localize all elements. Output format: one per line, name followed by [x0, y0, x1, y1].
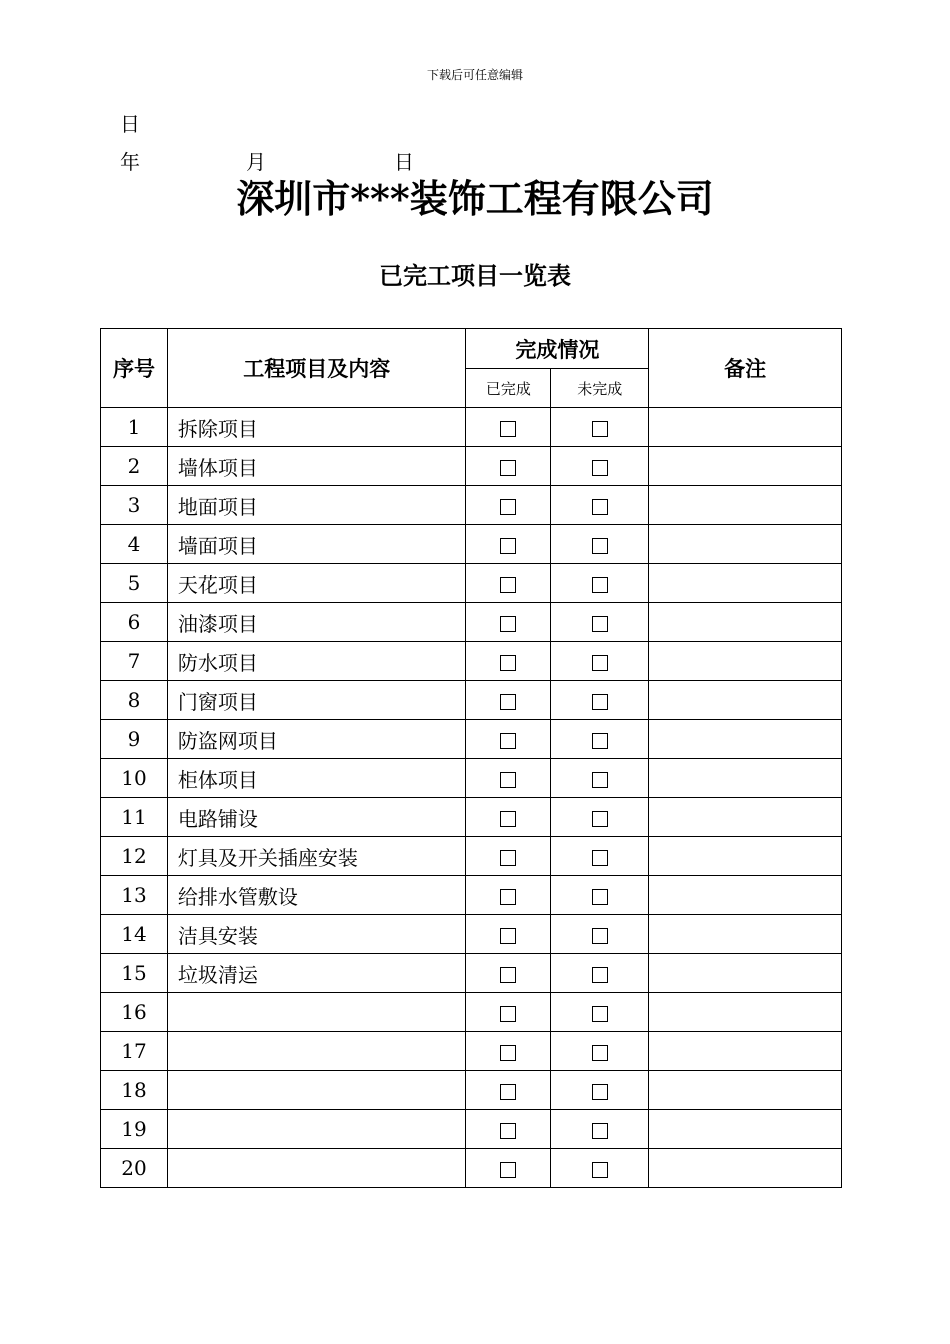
done-cell — [466, 681, 551, 720]
done-checkbox-icon[interactable] — [500, 694, 516, 710]
done-cell — [466, 876, 551, 915]
row-number: 6 — [101, 603, 168, 642]
row-remarks — [649, 408, 842, 447]
table-row — [101, 915, 842, 954]
not-done-cell — [551, 642, 649, 681]
not-done-checkbox-icon[interactable] — [592, 811, 608, 827]
not-done-checkbox-icon[interactable] — [592, 1084, 608, 1100]
row-number: 12 — [101, 837, 168, 876]
row-remarks — [649, 837, 842, 876]
row-remarks — [649, 1032, 842, 1071]
not-done-checkbox-icon[interactable] — [592, 499, 608, 515]
header-done: 已完成 — [466, 369, 551, 408]
completed-projects-table — [100, 328, 842, 1188]
done-checkbox-icon[interactable] — [500, 1045, 516, 1061]
done-checkbox-icon[interactable] — [500, 928, 516, 944]
header-not-done: 未完成 — [551, 369, 649, 408]
not-done-cell — [551, 408, 649, 447]
not-done-cell — [551, 1149, 649, 1188]
not-done-cell — [551, 759, 649, 798]
done-checkbox-icon[interactable] — [500, 811, 516, 827]
row-number: 1 — [101, 408, 168, 447]
done-cell — [466, 525, 551, 564]
row-project-name — [167, 993, 466, 1032]
not-done-checkbox-icon[interactable] — [592, 1006, 608, 1022]
table-row — [101, 1032, 842, 1071]
done-checkbox-icon[interactable] — [500, 1162, 516, 1178]
done-checkbox-icon[interactable] — [500, 655, 516, 671]
header-index: 序号 — [101, 329, 168, 408]
row-remarks — [649, 1110, 842, 1149]
table-row — [101, 642, 842, 681]
date-day: 日 — [394, 150, 414, 174]
header-note: 下载后可任意编辑 — [426, 68, 523, 82]
done-cell — [466, 993, 551, 1032]
table-row — [101, 603, 842, 642]
table-title: 已完工项目一览表 — [379, 261, 571, 290]
not-done-checkbox-icon[interactable] — [592, 1162, 608, 1178]
not-done-cell — [551, 1071, 649, 1110]
row-project-name: 油漆项目 — [167, 603, 466, 642]
not-done-cell — [551, 993, 649, 1032]
row-project-name: 给排水管敷设 — [167, 876, 466, 915]
done-cell — [466, 1032, 551, 1071]
row-project-name: 墙面项目 — [167, 525, 466, 564]
row-remarks — [649, 1149, 842, 1188]
row-project-name: 拆除项目 — [167, 408, 466, 447]
row-project-name — [167, 1149, 466, 1188]
row-project-name — [167, 1071, 466, 1110]
row-number: 9 — [101, 720, 168, 759]
row-remarks — [649, 603, 842, 642]
row-project-name: 洁具安装 — [167, 915, 466, 954]
done-checkbox-icon[interactable] — [500, 616, 516, 632]
not-done-cell — [551, 954, 649, 993]
table-row — [101, 720, 842, 759]
done-checkbox-icon[interactable] — [500, 421, 516, 437]
date-day-top: 日 — [120, 112, 140, 136]
row-remarks — [649, 798, 842, 837]
not-done-cell — [551, 798, 649, 837]
not-done-cell — [551, 1032, 649, 1071]
done-cell — [466, 1149, 551, 1188]
done-checkbox-icon[interactable] — [500, 1084, 516, 1100]
row-remarks — [649, 720, 842, 759]
not-done-cell — [551, 525, 649, 564]
done-cell — [466, 486, 551, 525]
row-number: 15 — [101, 954, 168, 993]
done-cell — [466, 603, 551, 642]
row-remarks — [649, 681, 842, 720]
not-done-checkbox-icon[interactable] — [592, 1045, 608, 1061]
not-done-checkbox-icon[interactable] — [592, 772, 608, 788]
row-project-name — [167, 1032, 466, 1071]
row-project-name: 墙体项目 — [167, 447, 466, 486]
row-project-name: 地面项目 — [167, 486, 466, 525]
row-project-name: 防水项目 — [167, 642, 466, 681]
not-done-cell — [551, 915, 649, 954]
done-checkbox-icon[interactable] — [500, 460, 516, 476]
row-number: 8 — [101, 681, 168, 720]
table-row — [101, 447, 842, 486]
row-project-name: 柜体项目 — [167, 759, 466, 798]
row-remarks — [649, 1071, 842, 1110]
row-number: 18 — [101, 1071, 168, 1110]
done-checkbox-icon[interactable] — [500, 1006, 516, 1022]
row-project-name: 天花项目 — [167, 564, 466, 603]
row-remarks — [649, 915, 842, 954]
row-number: 13 — [101, 876, 168, 915]
done-checkbox-icon[interactable] — [500, 772, 516, 788]
done-checkbox-icon[interactable] — [500, 967, 516, 983]
not-done-checkbox-icon[interactable] — [592, 655, 608, 671]
date-month: 月 — [246, 150, 266, 174]
header-content: 工程项目及内容 — [167, 329, 466, 408]
done-cell — [466, 447, 551, 486]
not-done-checkbox-icon[interactable] — [592, 616, 608, 632]
done-checkbox-icon[interactable] — [500, 538, 516, 554]
done-checkbox-icon[interactable] — [500, 733, 516, 749]
table-row — [101, 759, 842, 798]
done-checkbox-icon[interactable] — [500, 850, 516, 866]
not-done-cell — [551, 1110, 649, 1149]
table-row — [101, 954, 842, 993]
table-row — [101, 681, 842, 720]
table-row — [101, 1149, 842, 1188]
done-cell — [466, 564, 551, 603]
done-cell — [466, 798, 551, 837]
done-checkbox-icon[interactable] — [500, 577, 516, 593]
not-done-checkbox-icon[interactable] — [592, 577, 608, 593]
row-number: 19 — [101, 1110, 168, 1149]
date-year: 年 — [120, 150, 140, 174]
row-number: 11 — [101, 798, 168, 837]
row-number: 7 — [101, 642, 168, 681]
table-body — [101, 408, 842, 1188]
row-number: 4 — [101, 525, 168, 564]
table-row — [101, 876, 842, 915]
row-number: 16 — [101, 993, 168, 1032]
done-cell — [466, 759, 551, 798]
not-done-checkbox-icon[interactable] — [592, 733, 608, 749]
table-row — [101, 564, 842, 603]
table-row — [101, 1071, 842, 1110]
table-row — [101, 993, 842, 1032]
company-title: 深圳市***装饰工程有限公司 — [236, 176, 714, 221]
table-row — [101, 798, 842, 837]
not-done-checkbox-icon[interactable] — [592, 460, 608, 476]
done-checkbox-icon[interactable] — [500, 499, 516, 515]
not-done-cell — [551, 447, 649, 486]
row-number: 10 — [101, 759, 168, 798]
row-number: 2 — [101, 447, 168, 486]
done-cell — [466, 408, 551, 447]
row-number: 14 — [101, 915, 168, 954]
header-remarks: 备注 — [649, 329, 842, 408]
not-done-cell — [551, 876, 649, 915]
row-remarks — [649, 564, 842, 603]
row-project-name: 灯具及开关插座安装 — [167, 837, 466, 876]
table-row — [101, 486, 842, 525]
not-done-cell — [551, 720, 649, 759]
done-cell — [466, 837, 551, 876]
row-remarks — [649, 525, 842, 564]
table-row — [101, 408, 842, 447]
row-project-name: 门窗项目 — [167, 681, 466, 720]
not-done-cell — [551, 681, 649, 720]
row-remarks — [649, 759, 842, 798]
not-done-checkbox-icon[interactable] — [592, 928, 608, 944]
row-number: 17 — [101, 1032, 168, 1071]
done-checkbox-icon[interactable] — [500, 889, 516, 905]
row-remarks — [649, 954, 842, 993]
table-row — [101, 837, 842, 876]
row-remarks — [649, 486, 842, 525]
not-done-checkbox-icon[interactable] — [592, 421, 608, 437]
row-number: 3 — [101, 486, 168, 525]
done-cell — [466, 1110, 551, 1149]
done-checkbox-icon[interactable] — [500, 1123, 516, 1139]
not-done-checkbox-icon[interactable] — [592, 967, 608, 983]
row-remarks — [649, 876, 842, 915]
not-done-cell — [551, 603, 649, 642]
done-cell — [466, 720, 551, 759]
table-row — [101, 1110, 842, 1149]
table-row — [101, 525, 842, 564]
not-done-checkbox-icon[interactable] — [592, 1123, 608, 1139]
not-done-checkbox-icon[interactable] — [592, 538, 608, 554]
row-remarks — [649, 447, 842, 486]
row-number: 20 — [101, 1149, 168, 1188]
row-project-name: 垃圾清运 — [167, 954, 466, 993]
header-status: 完成情况 — [466, 329, 649, 369]
row-number: 5 — [101, 564, 168, 603]
not-done-cell — [551, 486, 649, 525]
not-done-cell — [551, 837, 649, 876]
not-done-checkbox-icon[interactable] — [592, 694, 608, 710]
row-project-name: 电路铺设 — [167, 798, 466, 837]
done-cell — [466, 1071, 551, 1110]
done-cell — [466, 954, 551, 993]
done-cell — [466, 642, 551, 681]
not-done-cell — [551, 564, 649, 603]
done-cell — [466, 915, 551, 954]
not-done-checkbox-icon[interactable] — [592, 889, 608, 905]
row-project-name — [167, 1110, 466, 1149]
not-done-checkbox-icon[interactable] — [592, 850, 608, 866]
row-project-name: 防盗网项目 — [167, 720, 466, 759]
row-remarks — [649, 642, 842, 681]
row-remarks — [649, 993, 842, 1032]
